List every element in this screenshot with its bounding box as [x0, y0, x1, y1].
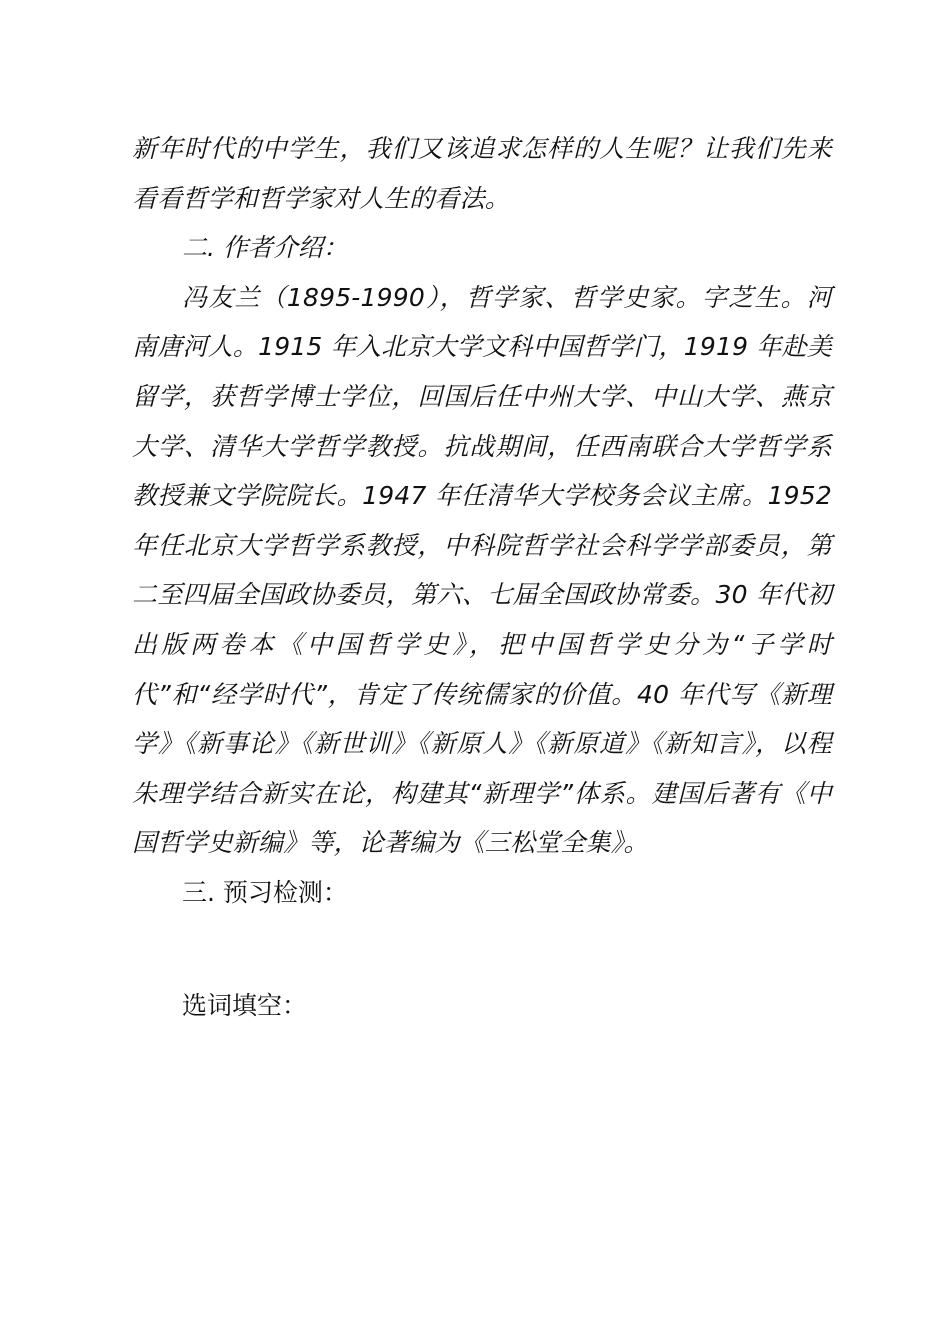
- document-body: [132, 124, 832, 1030]
- section-heading-preview-check: 三. 预习检测：: [182, 877, 348, 907]
- author-bio-paragraph: 冯友兰（1895-1990），哲学家、哲学史家。字芝生。河南唐河人。1915 年入北京大学文科中国哲学门，1919 年赴美留学，获哲学博士学位，回国后任中州大学、中山大学、燕京大学、清华大学哲学教授。抗战期间，任西南联合大学哲学系教授兼文学院院长。1947 年任清华大学校务会议主席。1952 年任北京大学哲学系教授，中科院哲学社会科学学部委员，第二至四届全国政协委员，第六、七届全国政协常委。30 年代初出版两卷本《中国哲学史》，把中国哲学史分为“子学时代”和“经学时代”，肯定了传统儒家的价值。40 年代写《新理学》《新事论》《新世训》《新原人》《新原道》《新知言》，以程朱理学结合新实在论，构建其“新理学”体系。建国后著有《中国哲学史新编》等，论著编为《三松堂全集》。: [132, 282, 832, 858]
- fill-blank-label: 选词填空：: [182, 990, 308, 1020]
- intro-paragraph: 新年时代的中学生，我们又该追求怎样的人生呢？让我们先来看看哲学和哲学家对人生的看法。: [132, 134, 832, 213]
- section-heading-author-intro: 二. 作者介绍：: [182, 233, 348, 263]
- spacer: [132, 918, 832, 981]
